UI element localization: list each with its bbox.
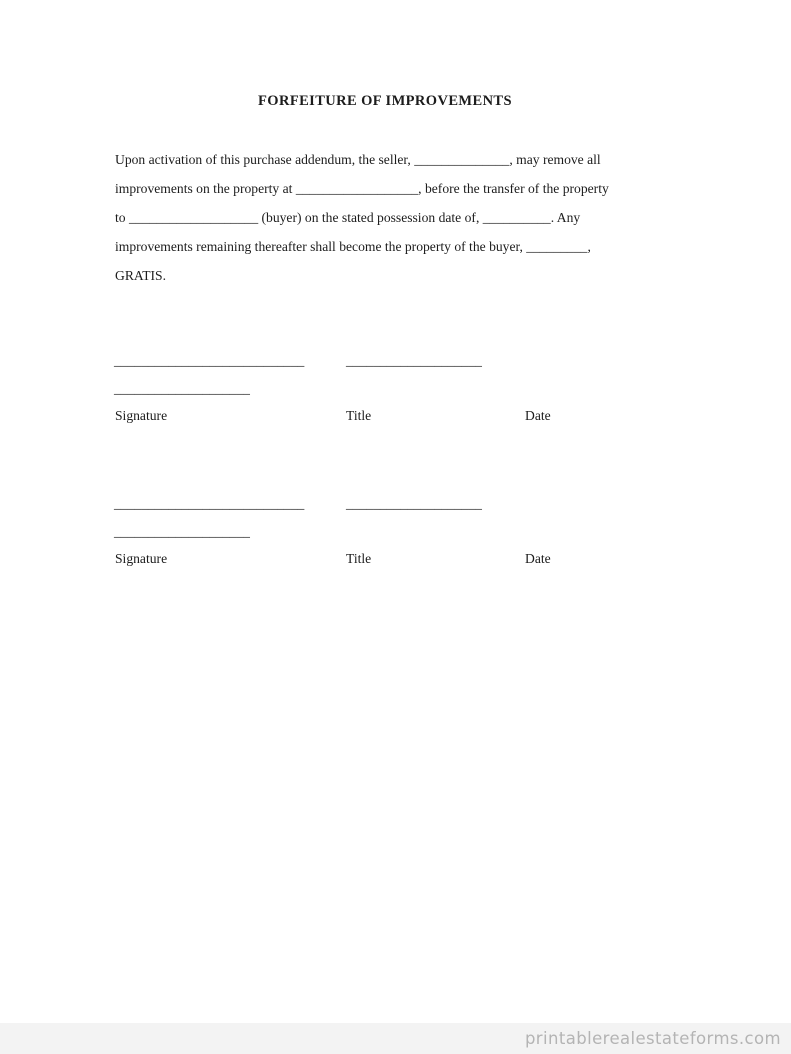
title-blank-line: ____________________ xyxy=(346,353,482,368)
date-label: Date xyxy=(525,408,551,423)
footer-bar xyxy=(0,1023,791,1054)
date-label: Date xyxy=(525,551,551,566)
paragraph-line: improvements remaining thereafter shall become the property of the buyer, _________, xyxy=(115,239,591,254)
title-blank-line: ____________________ xyxy=(346,496,482,511)
signature-overflow-line: ____________________ xyxy=(114,524,250,539)
title-label: Title xyxy=(346,408,372,423)
signature-blank-line: ____________________________ xyxy=(114,353,305,368)
paragraph-line: improvements on the property at __________________, before the transfer of the property xyxy=(115,181,609,196)
paragraph-line: GRATIS. xyxy=(115,268,166,283)
document-title: FORFEITURE OF IMPROVEMENTS xyxy=(258,93,512,109)
paragraph-line: to ___________________ (buyer) on the stated possession date of, __________. Any xyxy=(115,210,581,225)
signature-label: Signature xyxy=(115,551,168,566)
signature-overflow-line: ____________________ xyxy=(114,381,250,396)
signature-label: Signature xyxy=(115,408,168,423)
paragraph-line: Upon activation of this purchase addendum, the seller, ______________, may remove all xyxy=(115,152,601,167)
body-paragraph xyxy=(115,145,675,290)
signature-blank-line: ____________________________ xyxy=(114,496,305,511)
title-label: Title xyxy=(346,551,372,566)
footer-site-text: printablerealestateforms.com xyxy=(524,1029,781,1048)
